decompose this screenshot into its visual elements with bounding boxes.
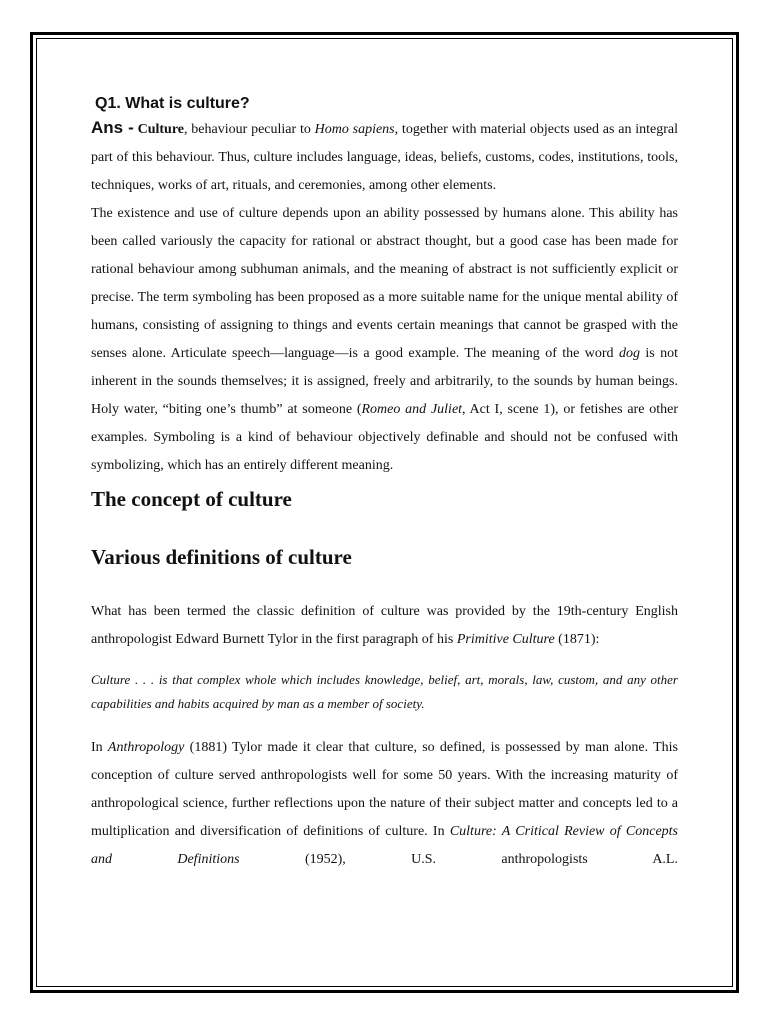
term-culture: Culture <box>137 122 185 137</box>
tylor-quote: Culture . . . is that complex whole which includes knowledge, belief, art, morals, law, custom, and any other capabilities and habits acquired by man as a member of society. <box>91 672 678 711</box>
document-content <box>91 90 678 874</box>
answer-label: Ans - <box>91 118 134 137</box>
paragraph-classic-definition: What has been termed the classic definition of culture was provided by the 19th-century English anthropologist Edward Burnett Tylor in the first paragraph of his Primitive Culture (1871): <box>91 604 678 647</box>
question-title: Q1. What is culture? <box>95 95 250 112</box>
term-homo-sapiens: Homo sapiens <box>314 122 395 137</box>
heading-various-definitions: Various definitions of culture <box>91 545 352 569</box>
heading-concept-of-culture: The concept of culture <box>91 487 292 511</box>
answer-paragraph-1: Ans - Culture, behaviour peculiar to Homo sapiens, together with material objects used as an integral part of this behaviour. Thus, culture includes language, ideas, beliefs, customs, codes, institutions, tools, techniques, works of art, rituals, and ceremonies, among other elements. <box>91 118 679 193</box>
paragraph-anthropology: In Anthropology (1881) Tylor made it clear that culture, so defined, is possessed by man alone. This conception of culture served anthropologists well for some 50 years. With the increasing maturity of anthropological science, further reflections upon the nature of their subject matter and concepts led to a multiplication and diversification of definitions of culture. In Culture: A Critical Review of Concepts and Definitions (1952), U.S. anthropologists A.L. <box>91 740 678 867</box>
answer-paragraph-2: The existence and use of culture depends upon an ability possessed by humans alone. This ability has been called variously the capacity for rational or abstract thought, but a good case has been made for rational behaviour among subhuman animals, and the meaning of abstract is not sufficiently explicit or precise. The term symboling has been proposed as a more suitable name for the unique mental ability of humans, consisting of assigning to things and events certain meanings that cannot be grasped with the senses alone. Articulate speech—language—is a good example. The meaning of the word dog is not inherent in the sounds themselves; it is assigned, freely and arbitrarily, to the sounds by human beings. Holy water, “biting one’s thumb” at someone (Romeo and Juliet, Act I, scene 1), or fetishes are other examples. Symboling is a kind of behaviour objectively definable and should not be confused with symbolizing, which has an entirely different meaning. <box>91 206 678 473</box>
